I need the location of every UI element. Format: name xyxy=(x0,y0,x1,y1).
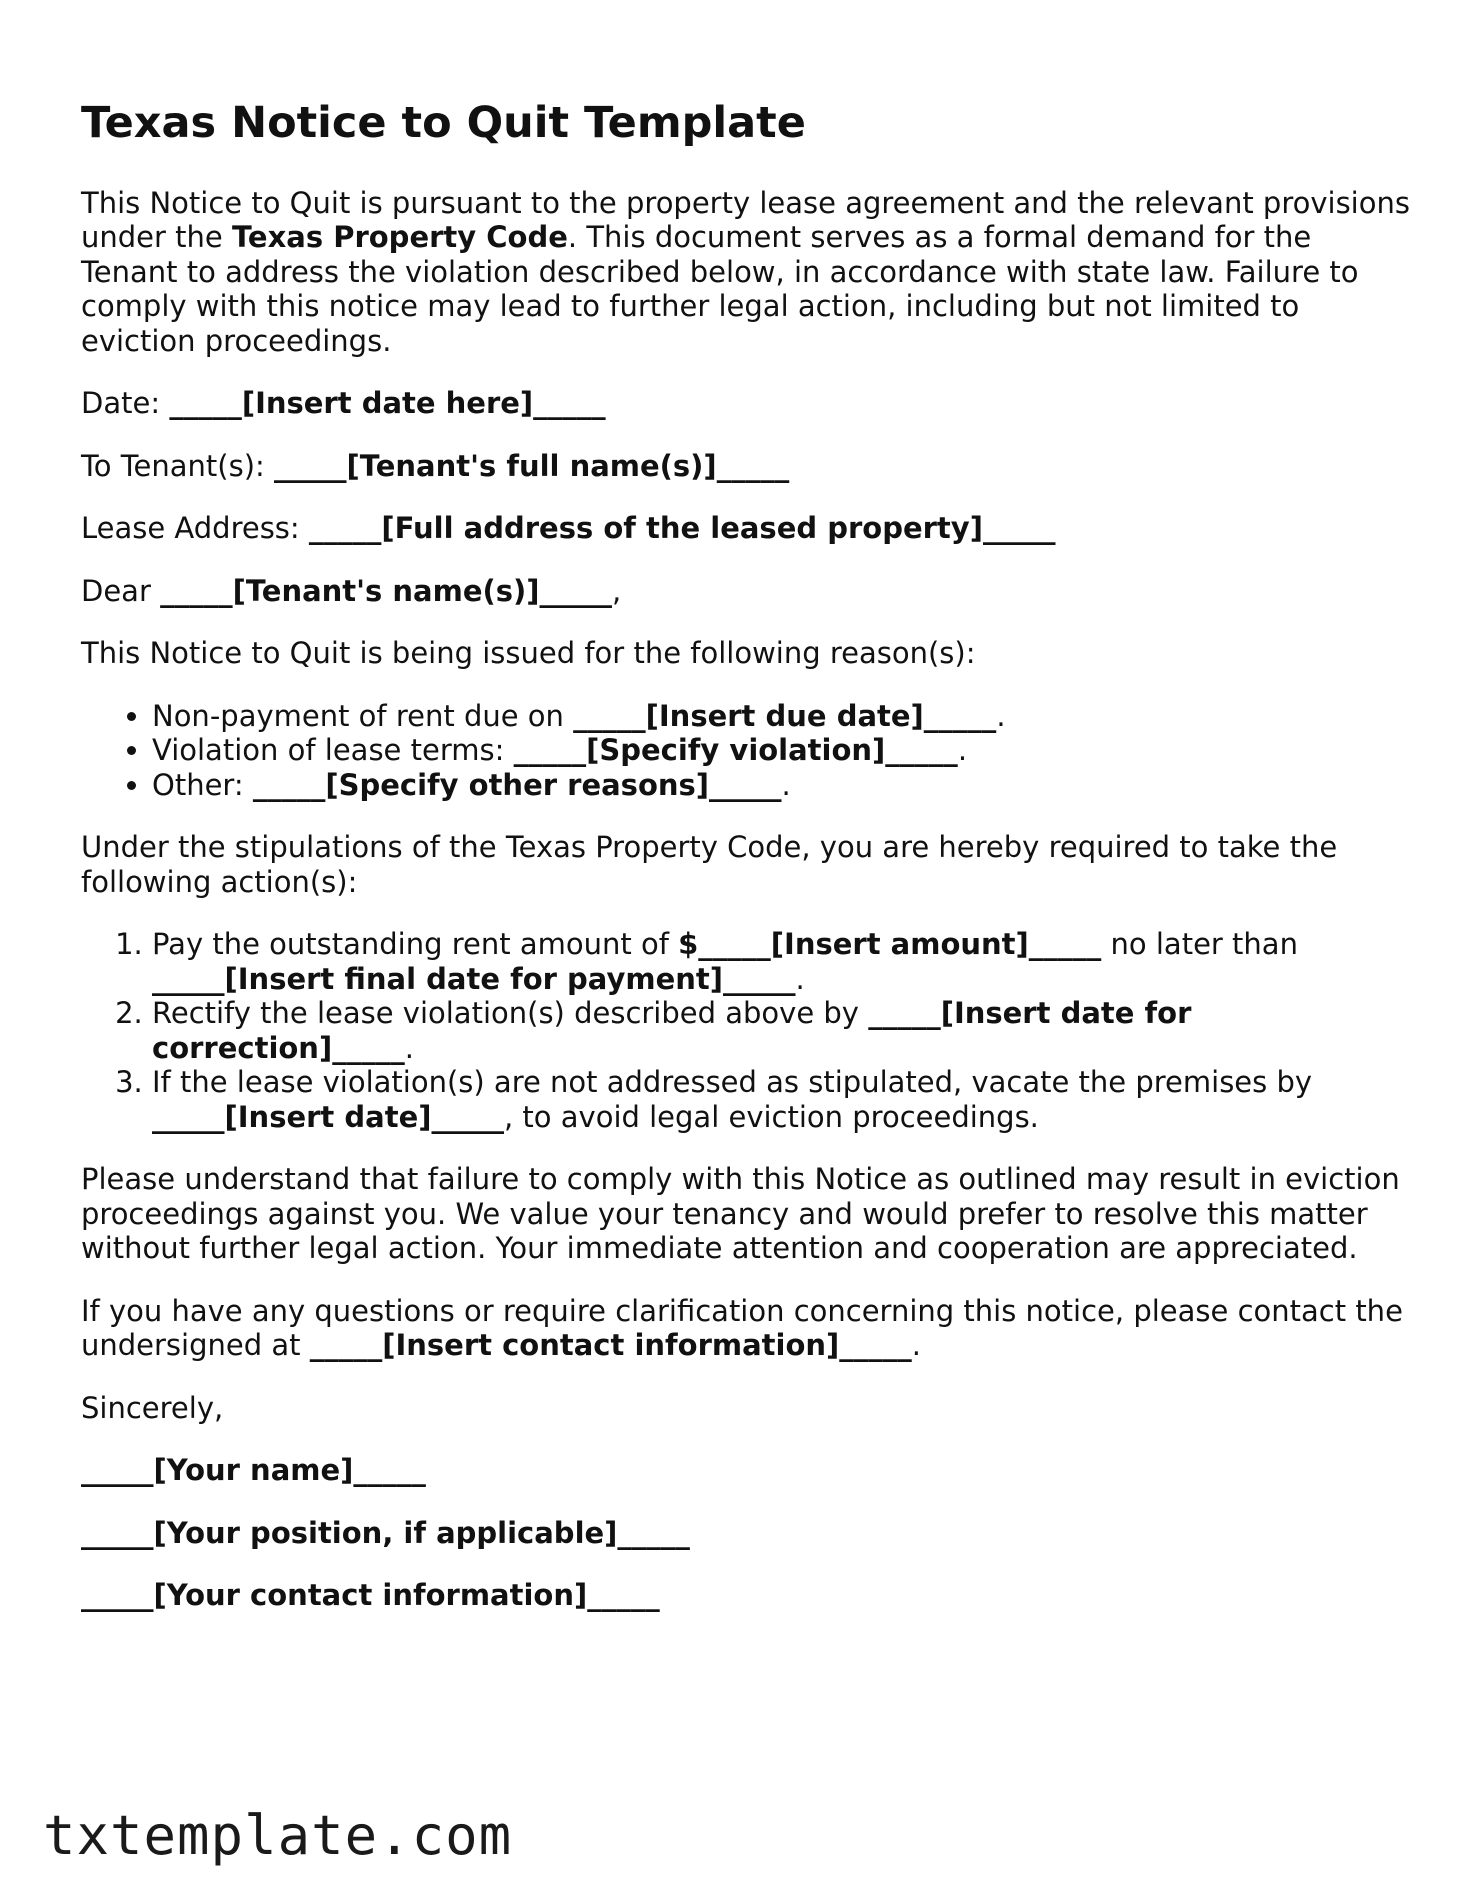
contact-text: If you have any questions or require clarification concerning this notice, please contact the undersigned at xyxy=(81,1293,1403,1363)
texas-property-code: Texas Property Code xyxy=(231,220,568,255)
tenant-line xyxy=(81,449,1411,484)
action-field: $_____[Insert amount]_____ xyxy=(678,927,1102,962)
intro-text-1: This Notice to Quit is pursuant to the property lease agreement and the relevant provisions under the xyxy=(81,185,1410,255)
reason-field: _____[Insert due date]_____ xyxy=(573,698,997,733)
reason-field: _____[Specify other reasons]_____ xyxy=(252,767,782,802)
reason-text: Violation of lease terms: xyxy=(152,733,514,768)
reason-field: _____[Specify violation]_____ xyxy=(513,733,958,768)
address-label: Lease Address: xyxy=(81,511,309,546)
reasons-list xyxy=(81,699,1411,803)
contact-suffix: . xyxy=(911,1328,921,1363)
date-line xyxy=(81,386,1411,421)
document-page xyxy=(81,98,1411,1641)
action-field: _____[Insert final date for payment]_____ xyxy=(152,961,796,996)
reason-item xyxy=(152,733,1411,768)
date-label: Date: xyxy=(81,386,170,421)
contact-paragraph xyxy=(81,1294,1411,1363)
closing-paragraph: Please understand that failure to comply with this Notice as outlined may result in eviction proceedings against you. We value your tenancy and would prefer to resolve this matter without further legal action. Your immediate attention and cooperation are appreciated. xyxy=(81,1162,1400,1266)
dear-suffix: , xyxy=(612,573,622,608)
action-text: If the lease violation(s) are not addressed as stipulated, vacate the premises by xyxy=(152,1065,1313,1100)
intro-text-2: . This document serves as a formal demand for the Tenant to address the violation described below, in accordance with state law. Failure to comply with this notice may lead to further legal action, including but not limited to eviction proceedings. xyxy=(81,220,1359,358)
action-text: , to avoid legal eviction proceedings. xyxy=(504,1099,1039,1134)
reason-text: Non-payment of rent due on xyxy=(152,698,574,733)
reason-item xyxy=(152,699,1411,734)
reason-suffix: . xyxy=(996,698,1006,733)
signature-contact: _____[Your contact information]_____ xyxy=(81,1578,660,1613)
action-item xyxy=(152,927,1411,996)
reason-text: Other: xyxy=(152,767,253,802)
action-text: . xyxy=(404,1030,414,1065)
sincerely: Sincerely, xyxy=(81,1390,224,1425)
tenant-label: To Tenant(s): xyxy=(81,448,275,483)
action-item xyxy=(152,1065,1411,1134)
signature-position: _____[Your position, if applicable]_____ xyxy=(81,1515,690,1550)
document-title: Texas Notice to Quit Template xyxy=(81,98,806,148)
reason-item xyxy=(152,768,1411,803)
dear-field: _____[Tenant's name(s)]_____ xyxy=(160,573,613,608)
action-text: Pay the outstanding rent amount of xyxy=(152,927,679,962)
dear-label: Dear xyxy=(81,573,161,608)
actions-intro: Under the stipulations of the Texas Property Code, you are hereby required to take the following action(s): xyxy=(81,830,1338,899)
date-field: _____[Insert date here]_____ xyxy=(169,386,606,421)
signature-name: _____[Your name]_____ xyxy=(81,1453,426,1488)
actions-list xyxy=(81,927,1411,1134)
reasons-intro: This Notice to Quit is being issued for the following reason(s): xyxy=(81,636,976,671)
action-suffix: . xyxy=(795,961,805,996)
action-field: _____[Insert date]_____ xyxy=(152,1099,504,1134)
tenant-field: _____[Tenant's full name(s)]_____ xyxy=(274,448,790,483)
site-watermark: txtemplate.com xyxy=(43,1804,513,1867)
action-text: Rectify the lease violation(s) described above by xyxy=(152,996,869,1031)
address-field: _____[Full address of the leased property]_____ xyxy=(308,511,1056,546)
contact-field: _____[Insert contact information]_____ xyxy=(309,1328,912,1363)
reason-suffix: . xyxy=(957,733,968,768)
action-text: no later than xyxy=(1101,927,1298,962)
address-line xyxy=(81,511,1411,546)
action-field: _____[Insert date for correction]_____ xyxy=(152,996,1192,1065)
action-item xyxy=(152,996,1411,1065)
reason-suffix: . xyxy=(781,767,791,802)
intro-paragraph xyxy=(81,186,1411,359)
salutation-line xyxy=(81,574,1411,609)
